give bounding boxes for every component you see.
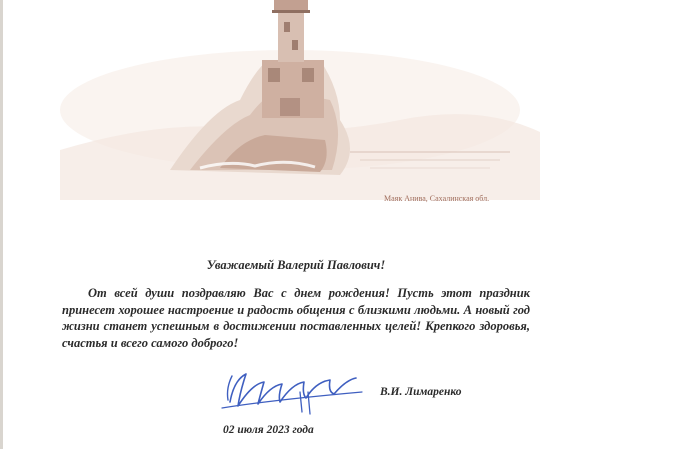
letter-date: 02 июля 2023 года [223,424,314,436]
illustration-caption: Маяк Анива, Сахалинская обл. [384,194,490,203]
greeting: Уважаемый Валерий Павлович! [206,258,386,272]
lighthouse-illustration [40,0,560,200]
handwritten-signature [212,362,372,418]
letter-text [62,258,530,351]
scan-edge [0,0,3,449]
letter-body: От всей души поздравляю Вас с днем рождения! Пусть этот праздник принесет хорошее настроение и радость общения с близкими людьми. А новый год жизни станет успешным в достижении поставленных целей! Крепкого здоровья, счастья и всего самого доброго! [62,286,530,350]
signer-name: В.И. Лимаренко [380,386,462,398]
